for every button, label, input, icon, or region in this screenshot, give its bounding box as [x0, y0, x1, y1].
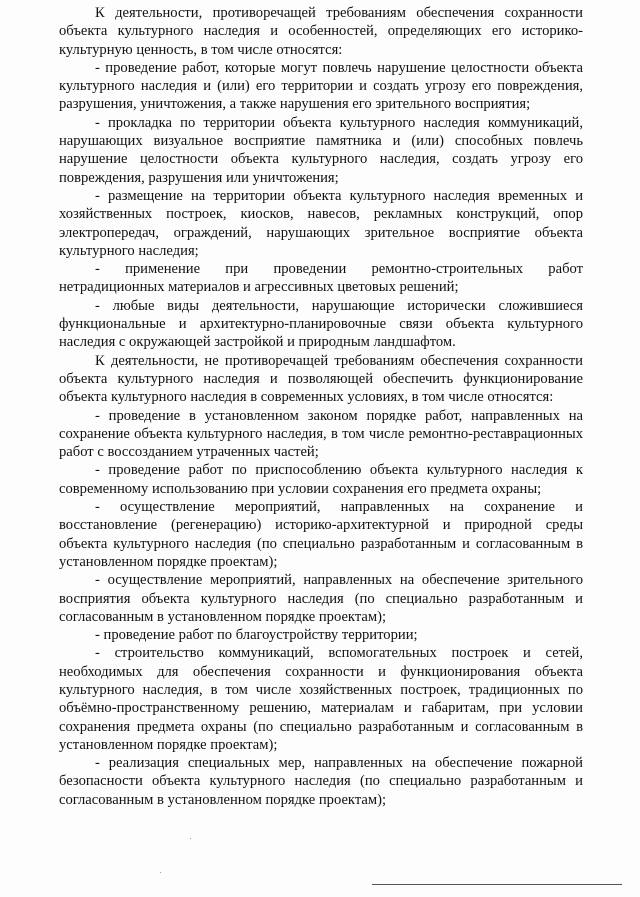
list-item-prohibited-4: - применение при проведении ремонтно-строительных работ нетрадиционных материалов и агрессивных цветовых решений;: [59, 261, 583, 296]
list-item-prohibited-5: - любые виды деятельности, нарушающие исторически сложившиеся функциональные и архитектурно-планировочные связи объекта культурного наследия с окружающей застройкой и природным ландшафтом.: [59, 297, 583, 351]
list-item-permitted-4: - осуществление мероприятий, направленных на обеспечение зрительного восприятия объекта культурного наследия (по специально разработанным и согласованным в установленном порядке проектам);: [59, 572, 583, 625]
list-item-permitted-1: - проведение в установленном законом порядке работ, направленных на сохранение объекта культурного наследия, в том числе ремонтно-реставрационных работ с воссозданием утраченных частей;: [59, 407, 583, 461]
list-item-permitted-5: - проведение работ по благоустройству территории;: [95, 627, 418, 644]
scan-speck: [160, 872, 161, 873]
list-item-permitted-7: - реализация специальных мер, направленных на обеспечение пожарной безопасности объекта культурного наследия (по специально разработанным и согласованным в установленном порядке проектам);: [59, 755, 583, 808]
document-body: [59, 4, 583, 809]
list-item-permitted-6: - строительство коммуникаций, вспомогательных построек и сетей, необходимых для обеспечения сохранности и функционирования объекта культурного наследия, в том числе хозяйственных построек, традиционных по объёмно-пространственному решению, материалам и габаритам, при условии сохранения предмета охраны (по специально разработанным и согласованным в установленном порядке проектам);: [59, 645, 583, 753]
list-item-prohibited-3: - размещение на территории объекта культурного наследия временных и хозяйственных построек, киосков, навесов, рекламных конструкций, опор электропередач, ограждений, нарушающих зрительное восприятие объекта культурного наследия;: [59, 187, 583, 259]
list-item-prohibited-1: - проведение работ, которые могут повлечь нарушение целостности объекта культурного наследия и (или) его территории и создать угрозу его повреждения, разрушения, уничтожения, а также нарушения его зрительного восприятия;: [59, 59, 583, 113]
list-item-permitted-2: - проведение работ по приспособлению объекта культурного наследия к современному использованию при условии сохранения его предмета охраны;: [59, 462, 583, 497]
list-item-prohibited-2: - прокладка по территории объекта культурного наследия коммуникаций, нарушающих визуальное восприятие памятника и (или) способных повлечь нарушение целостности объекта культурного наследия, создать угрозу его повреждения, разрушения или уничтожения;: [59, 114, 583, 186]
paragraph-intro-prohibited: К деятельности, противоречащей требованиям обеспечения сохранности объекта культурного наследия и особенностей, определяющих его историко-культурную ценность, в том числе относятся:: [59, 5, 583, 58]
paragraph-intro-permitted: К деятельности, не противоречащей требованиям обеспечения сохранности объекта культурного наследия и позволяющей обеспечить функционирование объекта культурного наследия в современных условиях, в том числе относятся:: [59, 352, 583, 406]
scan-speck: [190, 838, 191, 839]
page-bottom-rule: [372, 884, 622, 885]
list-item-permitted-3: - осуществление мероприятий, направленных на сохранение и восстановление (регенерацию) историко-архитектурной и природной среды объекта культурного наследия (по специально разработанным и согласованным в установленном порядке проектам);: [59, 499, 583, 570]
